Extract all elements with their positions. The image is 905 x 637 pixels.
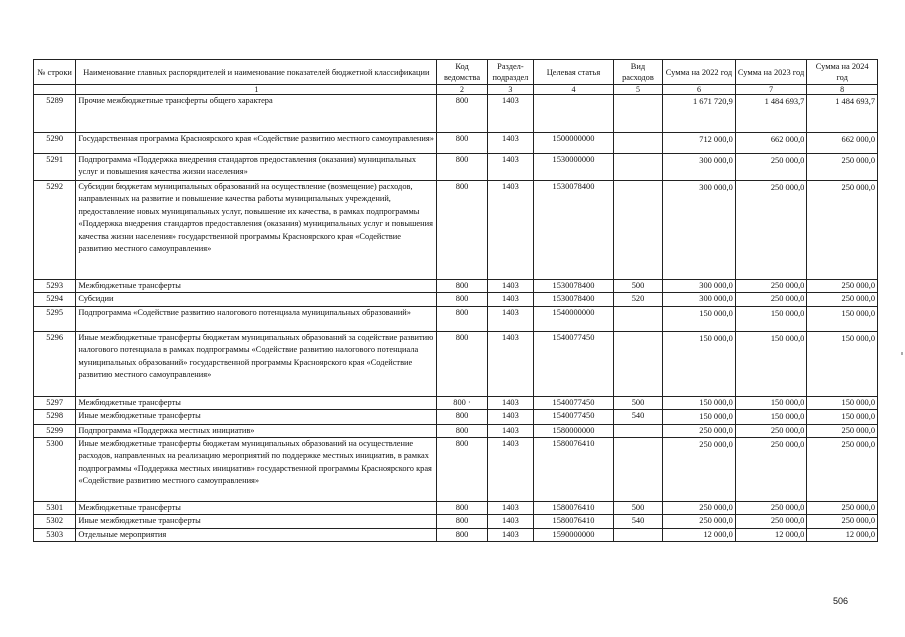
row-number-cell: 5301	[34, 502, 76, 515]
column-number-row	[34, 85, 878, 95]
row-number-cell: 5291	[34, 154, 76, 181]
target-article-cell: 1580076410	[534, 502, 614, 515]
table-row	[34, 424, 878, 437]
department-code-cell: 800	[437, 154, 487, 181]
row-name-cell: Межбюджетные трансферты	[76, 280, 437, 293]
row-number-cell: 5302	[34, 515, 76, 528]
expense-type-cell	[613, 306, 662, 331]
table-row	[34, 515, 878, 528]
column-number: 1	[76, 85, 437, 95]
header-sum-2023: Сумма на 2023 год	[735, 60, 807, 85]
department-code-cell: 800	[437, 502, 487, 515]
sum-2023-cell: 150 000,0	[735, 410, 807, 424]
row-number-cell: 5300	[34, 438, 76, 502]
department-code-cell: 800 ·	[437, 396, 487, 409]
expense-type-cell	[613, 528, 662, 541]
table-row	[34, 181, 878, 280]
sum-2023-cell: 250 000,0	[735, 293, 807, 306]
sum-2024-cell: 1 484 693,7	[807, 95, 878, 133]
sum-2024-cell: 250 000,0	[807, 293, 878, 306]
department-code-cell: 800	[437, 280, 487, 293]
sum-2022-cell: 1 671 720,9	[663, 95, 736, 133]
header-row-number: № строки	[34, 60, 76, 85]
row-name-cell: Подпрограмма «Поддержка местных инициатив»	[76, 424, 437, 437]
sum-2024-cell: 250 000,0	[807, 424, 878, 437]
row-name-cell: Межбюджетные трансферты	[76, 502, 437, 515]
header-section: Раздел-подраздел	[487, 60, 533, 85]
expense-type-cell: 540	[613, 515, 662, 528]
department-code-cell: 800	[437, 293, 487, 306]
department-code-cell: 800	[437, 528, 487, 541]
row-number-cell: 5294	[34, 293, 76, 306]
row-name-cell: Отдельные мероприятия	[76, 528, 437, 541]
table-row	[34, 528, 878, 541]
row-number-cell: 5297	[34, 396, 76, 409]
row-number-cell: 5292	[34, 181, 76, 280]
row-name-cell: Прочие межбюджетные трансферты общего характера	[76, 95, 437, 133]
row-number-cell: 5299	[34, 424, 76, 437]
header-target-article: Целевая статья	[534, 60, 614, 85]
sum-2024-cell: 250 000,0	[807, 502, 878, 515]
header-department-code: Код ведомства	[437, 60, 487, 85]
row-name-cell: Иные межбюджетные трансферты бюджетам муниципальных образований за содействие развитию налогового потенциала в рамках подпрограммы «Содействие развитию налогового потенциала муниципальных образований» государственной программы Красноярского края «Содействие развитию местного самоуправления»	[76, 331, 437, 396]
section-cell: 1403	[487, 396, 533, 409]
department-code-cell: 800	[437, 438, 487, 502]
target-article-cell: 1530000000	[534, 154, 614, 181]
target-article-cell: 1540077450	[534, 396, 614, 409]
section-cell: 1403	[487, 293, 533, 306]
sum-2023-cell: 250 000,0	[735, 280, 807, 293]
sum-2023-cell: 250 000,0	[735, 424, 807, 437]
sum-2023-cell: 250 000,0	[735, 502, 807, 515]
department-code-cell: 800	[437, 424, 487, 437]
sum-2022-cell: 150 000,0	[663, 410, 736, 424]
row-name-cell: Подпрограмма «Поддержка внедрения стандартов предоставления (оказания) муниципальных услуг и повышения качества жизни населения»	[76, 154, 437, 181]
column-number: 4	[534, 85, 614, 95]
sum-2023-cell: 250 000,0	[735, 154, 807, 181]
sum-2024-cell: 12 000,0	[807, 528, 878, 541]
department-code-cell: 800	[437, 133, 487, 154]
sum-2022-cell: 150 000,0	[663, 306, 736, 331]
column-number: 7	[735, 85, 807, 95]
target-article-cell: 1590000000	[534, 528, 614, 541]
row-name-cell: Межбюджетные трансферты	[76, 396, 437, 409]
sum-2024-cell: 250 000,0	[807, 154, 878, 181]
sum-2024-cell: 150 000,0	[807, 396, 878, 409]
section-cell: 1403	[487, 528, 533, 541]
expense-type-cell: 520	[613, 293, 662, 306]
row-number-cell: 5290	[34, 133, 76, 154]
sum-2023-cell: 1 484 693,7	[735, 95, 807, 133]
section-cell: 1403	[487, 280, 533, 293]
section-cell: 1403	[487, 438, 533, 502]
sum-2022-cell: 250 000,0	[663, 424, 736, 437]
sum-2023-cell: 150 000,0	[735, 306, 807, 331]
section-cell: 1403	[487, 502, 533, 515]
row-name-cell: Государственная программа Красноярского края «Содействие развитию местного самоуправления»	[76, 133, 437, 154]
table-body	[34, 95, 878, 542]
target-article-cell: 1540077450	[534, 331, 614, 396]
section-cell: 1403	[487, 181, 533, 280]
row-number-cell: 5289	[34, 95, 76, 133]
row-name-cell: Субсидии	[76, 293, 437, 306]
row-number-cell: 5303	[34, 528, 76, 541]
row-number-cell: 5295	[34, 306, 76, 331]
sum-2022-cell: 250 000,0	[663, 502, 736, 515]
row-name-cell: Иные межбюджетные трансферты	[76, 410, 437, 424]
sum-2022-cell: 12 000,0	[663, 528, 736, 541]
section-cell: 1403	[487, 306, 533, 331]
expense-type-cell: 500	[613, 280, 662, 293]
header-expense-type: Вид расходов	[613, 60, 662, 85]
sum-2022-cell: 150 000,0	[663, 331, 736, 396]
budget-table	[33, 59, 878, 542]
sum-2023-cell: 12 000,0	[735, 528, 807, 541]
row-name-cell: Субсидии бюджетам муниципальных образований на осуществление (возмещение) расходов, направленных на развитие и повышение качества работы муниципальных учреждений, предоставление новых муниципальных услуг, повышение их качества, в рамках подпрограммы «Поддержка внедрения стандартов предоставления (оказания) муниципальных услуг и повышения качества жизни населения» государственной программы Красноярского края «Содействие развитию местного самоуправления»	[76, 181, 437, 280]
table-row	[34, 438, 878, 502]
target-article-cell: 1540077450	[534, 410, 614, 424]
sum-2022-cell: 150 000,0	[663, 396, 736, 409]
row-name-cell: Иные межбюджетные трансферты бюджетам муниципальных образований на осуществление расходов, направленных на реализацию мероприятий по поддержке местных инициатив, в рамках подпрограммы «Поддержка местных инициатив» государственной программы Красноярского края «Содействие развитию местного самоуправления»	[76, 438, 437, 502]
expense-type-cell	[613, 95, 662, 133]
department-code-cell: 800	[437, 515, 487, 528]
sum-2022-cell: 300 000,0	[663, 181, 736, 280]
target-article-cell: 1530078400	[534, 293, 614, 306]
sum-2022-cell: 300 000,0	[663, 280, 736, 293]
sum-2022-cell: 300 000,0	[663, 293, 736, 306]
section-cell: 1403	[487, 331, 533, 396]
expense-type-cell	[613, 154, 662, 181]
table-row	[34, 396, 878, 409]
row-number-cell: 5293	[34, 280, 76, 293]
sum-2024-cell: 662 000,0	[807, 133, 878, 154]
column-number: 5	[613, 85, 662, 95]
sum-2022-cell: 250 000,0	[663, 515, 736, 528]
target-article-cell: 1580000000	[534, 424, 614, 437]
table-row	[34, 280, 878, 293]
table-row	[34, 133, 878, 154]
department-code-cell: 800	[437, 331, 487, 396]
table-row	[34, 410, 878, 424]
sum-2024-cell: 250 000,0	[807, 280, 878, 293]
sum-2022-cell: 300 000,0	[663, 154, 736, 181]
header-name: Наименование главных распорядителей и наименование показателей бюджетной классификации	[76, 60, 437, 85]
section-cell: 1403	[487, 515, 533, 528]
expense-type-cell	[613, 181, 662, 280]
target-article-cell: 1530078400	[534, 280, 614, 293]
margin-mark	[901, 352, 903, 355]
target-article-cell: 1580076410	[534, 515, 614, 528]
section-cell: 1403	[487, 95, 533, 133]
column-number: 8	[807, 85, 878, 95]
department-code-cell: 800	[437, 410, 487, 424]
page-number: 506	[832, 596, 848, 606]
sum-2023-cell: 250 000,0	[735, 181, 807, 280]
table-row	[34, 306, 878, 331]
sum-2024-cell: 150 000,0	[807, 306, 878, 331]
table-row	[34, 331, 878, 396]
sum-2024-cell: 250 000,0	[807, 438, 878, 502]
department-code-cell: 800	[437, 306, 487, 331]
row-name-cell: Иные межбюджетные трансферты	[76, 515, 437, 528]
target-article-cell	[534, 95, 614, 133]
section-cell: 1403	[487, 424, 533, 437]
department-code-cell: 800	[437, 95, 487, 133]
sum-2023-cell: 662 000,0	[735, 133, 807, 154]
target-article-cell: 1580076410	[534, 438, 614, 502]
expense-type-cell	[613, 438, 662, 502]
department-code-cell: 800	[437, 181, 487, 280]
sum-2024-cell: 150 000,0	[807, 410, 878, 424]
sum-2024-cell: 250 000,0	[807, 181, 878, 280]
column-number: 3	[487, 85, 533, 95]
sum-2023-cell: 150 000,0	[735, 396, 807, 409]
section-cell: 1403	[487, 133, 533, 154]
header-sum-2022: Сумма на 2022 год	[663, 60, 736, 85]
sum-2022-cell: 712 000,0	[663, 133, 736, 154]
target-article-cell: 1530078400	[534, 181, 614, 280]
sum-2023-cell: 250 000,0	[735, 438, 807, 502]
expense-type-cell	[613, 424, 662, 437]
table-header	[34, 60, 878, 95]
table-row	[34, 293, 878, 306]
table-row	[34, 502, 878, 515]
table-row	[34, 154, 878, 181]
row-name-cell: Подпрограмма «Содействие развитию налогового потенциала муниципальных образований»	[76, 306, 437, 331]
sum-2023-cell: 250 000,0	[735, 515, 807, 528]
column-number: 6	[663, 85, 736, 95]
sum-2023-cell: 150 000,0	[735, 331, 807, 396]
section-cell: 1403	[487, 154, 533, 181]
expense-type-cell	[613, 331, 662, 396]
expense-type-cell: 540	[613, 410, 662, 424]
sum-2024-cell: 250 000,0	[807, 515, 878, 528]
expense-type-cell: 500	[613, 396, 662, 409]
target-article-cell: 1540000000	[534, 306, 614, 331]
header-sum-2024: Сумма на 2024 год	[807, 60, 878, 85]
target-article-cell: 1500000000	[534, 133, 614, 154]
expense-type-cell	[613, 133, 662, 154]
sum-2022-cell: 250 000,0	[663, 438, 736, 502]
row-number-cell: 5298	[34, 410, 76, 424]
column-number: 2	[437, 85, 487, 95]
section-cell: 1403	[487, 410, 533, 424]
row-number-cell: 5296	[34, 331, 76, 396]
sum-2024-cell: 150 000,0	[807, 331, 878, 396]
table-row	[34, 95, 878, 133]
expense-type-cell: 500	[613, 502, 662, 515]
column-number	[34, 85, 76, 95]
